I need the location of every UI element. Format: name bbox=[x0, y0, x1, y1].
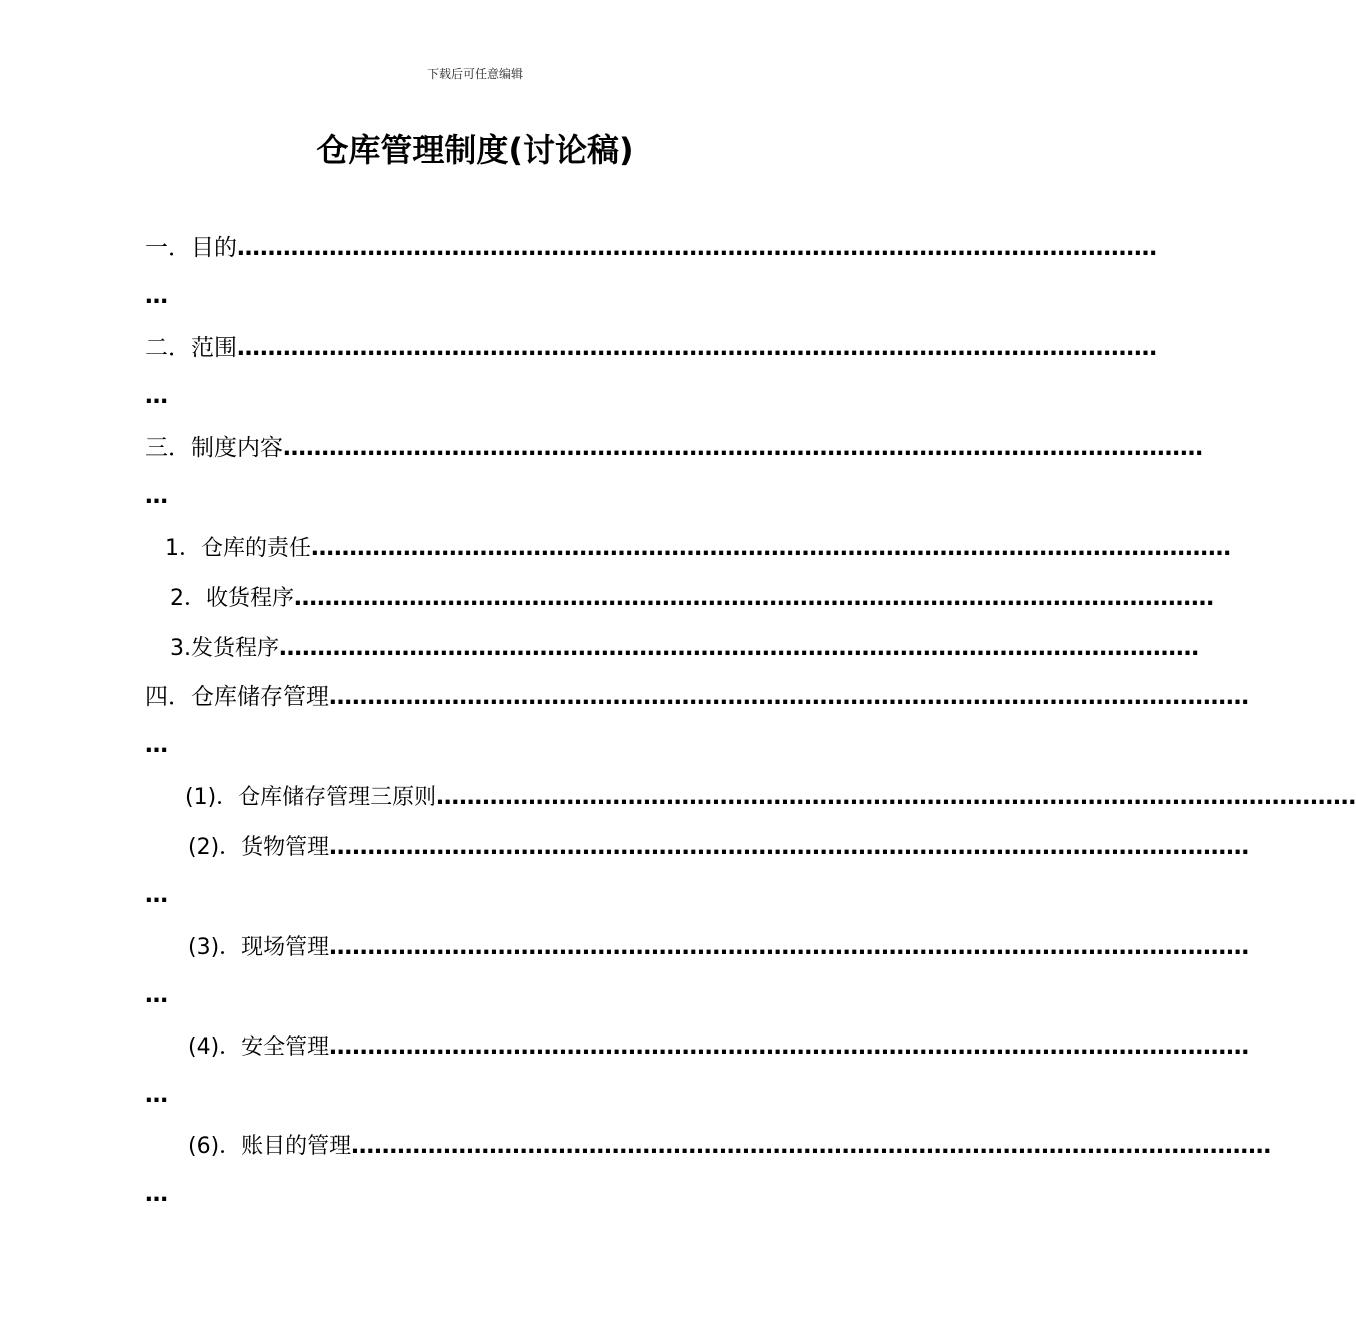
toc-continuation: … bbox=[145, 882, 168, 908]
toc-continuation: … bbox=[145, 383, 168, 409]
toc-entry-label: 四．仓库储存管理 bbox=[145, 684, 329, 710]
toc-leader: ………………………………………………………………………………………………………… bbox=[329, 834, 1250, 860]
toc-continuation: … bbox=[145, 1181, 168, 1207]
toc-entry-receiving[interactable] bbox=[170, 583, 1214, 614]
toc-continuation: … bbox=[145, 982, 168, 1008]
toc-continuation: … bbox=[145, 1082, 168, 1108]
toc-entry-label: 2．收货程序 bbox=[170, 586, 294, 611]
toc-continuation: … bbox=[145, 283, 168, 309]
toc-leader: ………………………………………………………………………………………………………… bbox=[329, 684, 1249, 710]
toc-entry-label: 三．制度内容 bbox=[145, 435, 283, 461]
toc-entry-safety-management[interactable] bbox=[188, 1032, 1250, 1063]
toc-entry-label: (6)．账目的管理 bbox=[188, 1134, 352, 1159]
toc-entry-label: (2)．货物管理 bbox=[188, 835, 330, 860]
toc-leader: ………………………………………………………………………………………………………… bbox=[283, 435, 1203, 461]
document-title: 仓库管理制度(讨论稿) bbox=[316, 131, 634, 169]
toc-continuation: … bbox=[145, 483, 168, 509]
toc-leader: ………………………………………………………………………………………………………… bbox=[279, 635, 1199, 661]
toc-entry-label: (4)．安全管理 bbox=[188, 1035, 330, 1060]
toc-leader: ………………………………………………………………………………………………………… bbox=[351, 1133, 1272, 1159]
toc-entry-site-management[interactable] bbox=[188, 932, 1250, 963]
toc-entry-shipping[interactable] bbox=[170, 633, 1199, 664]
toc-entry-accounts-management[interactable] bbox=[188, 1131, 1272, 1162]
toc-leader: ………………………………………………………………………………………………………… bbox=[329, 934, 1250, 960]
toc-entry-scope[interactable] bbox=[145, 333, 1157, 363]
toc-continuation: … bbox=[145, 732, 168, 758]
toc-entry-goods-management[interactable] bbox=[188, 832, 1250, 863]
toc-entry-three-principles[interactable] bbox=[185, 782, 1356, 813]
toc-entry-label: 二．范围 bbox=[145, 335, 237, 361]
toc-entry-label: 一．目的 bbox=[145, 235, 237, 261]
toc-entry-storage-management[interactable] bbox=[145, 682, 1249, 712]
toc-leader: ………………………………………………………………………………………………………… bbox=[237, 235, 1157, 261]
toc-leader: ………………………………………………………………………………………………………… bbox=[329, 1034, 1250, 1060]
toc-leader: ………………………………………………………………………………………………………… bbox=[311, 535, 1231, 561]
toc-leader: ………………………………………………………………………………………………………… bbox=[294, 585, 1214, 611]
toc-entry-label: (3)．现场管理 bbox=[188, 935, 330, 960]
header-note: 下载后可任意编辑 bbox=[426, 67, 523, 81]
toc-entry-purpose[interactable] bbox=[145, 233, 1157, 263]
toc-entry-policy-content[interactable] bbox=[145, 433, 1203, 463]
toc-leader: ………………………………………………………………………………………………………… bbox=[436, 784, 1356, 810]
toc-entry-label: 1．仓库的责任 bbox=[165, 536, 311, 561]
toc-entry-label: 3.发货程序 bbox=[170, 636, 279, 661]
toc-leader: ………………………………………………………………………………………………………… bbox=[237, 335, 1157, 361]
toc-entry-label: (1)．仓库储存管理三原则 bbox=[185, 785, 437, 810]
toc-entry-warehouse-duty[interactable] bbox=[165, 533, 1231, 564]
